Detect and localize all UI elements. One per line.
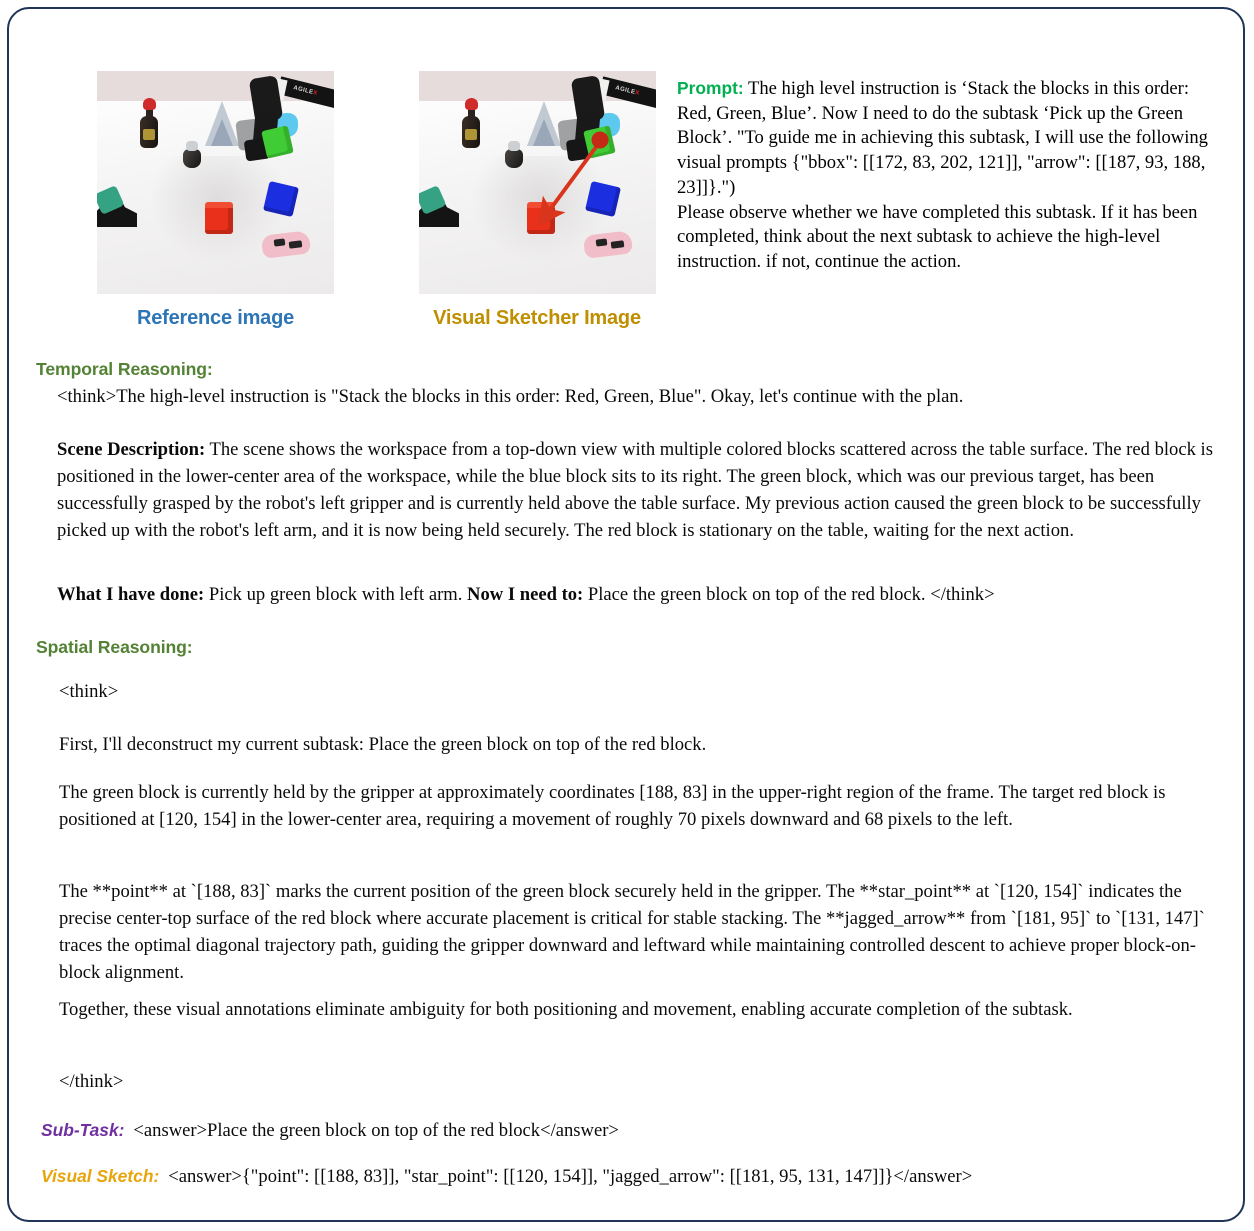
spatial-think-open: <think> — [59, 681, 119, 702]
spatial-paragraph-4: Together, these visual annotations eliminate ambiguity for both positioning and movement, enabling accurate completion of the subtask. — [59, 999, 1073, 1020]
bottle-cap — [143, 98, 156, 110]
spatial-paragraph-3: The **point** at `[188, 83]` marks the current position of the green block securely held in the gripper. The **star_point** at `[120, 154]` indicates the precise center-top surface of the red block where accurate placement is critical for stable stacking. The **jagged_arrow** from `[181, 95]` to `[131, 147]` traces the optimal diagonal trajectory path, guiding the gripper downward and leftward while maintaining controlled descent to achieve proper block-on-block alignment. — [59, 881, 1205, 983]
visual-sketch-label: Visual Sketch: — [41, 1166, 160, 1186]
now-i-need-to-label: Now I need to: — [467, 584, 584, 605]
prompt-body-2: Please observe whether we have completed this subtask. If it has been completed, think about the next subtask to achieve the high-level instruction. if not, continue the action. — [677, 201, 1198, 273]
red-block-top — [205, 202, 233, 208]
wire-pyramid-inner — [211, 119, 233, 146]
what-i-have-done-label: What I have done: — [57, 584, 205, 605]
scene-sketcher — [419, 71, 656, 294]
grasp-point-marker — [592, 132, 609, 149]
prompt-body: The high level instruction is ‘Stack the blocks in this order: Red, Green, Blue’. Now I need to do the subtask ‘Pick up the Green Block’. "To guide me in achieving this subtask, I will use the following visual prompts {"bbox": [[172, 83, 202, 121]], "arrow": [[187, 93, 188, 23]]}.") — [677, 78, 1208, 198]
temporal-think-open: <think>The high-level instruction is "Stack the blocks in this order: Red, Green, Blue". Okay, let's continue with the plan. — [57, 386, 964, 407]
scene-description-paragraph — [57, 437, 1215, 545]
sub-task-value: <answer>Place the green block on top of the red block</answer> — [133, 1120, 619, 1141]
spatial-think-close: </think> — [59, 1071, 124, 1092]
caption-visual-sketcher-image: Visual Sketcher Image — [433, 307, 641, 329]
spatial-paragraph-1: First, I'll deconstruct my current subtask: Place the green block on top of the red block. — [59, 734, 707, 755]
temporal-reasoning-heading: Temporal Reasoning: — [36, 359, 213, 379]
bottle-label — [143, 129, 155, 140]
prompt-label: Prompt — [677, 78, 738, 98]
scene-description-label: Scene Description: — [57, 439, 206, 460]
sub-task-row — [41, 1118, 1211, 1144]
prompt-colon: : — [737, 78, 744, 98]
reference-image — [97, 71, 334, 294]
spatial-reasoning-heading: Spatial Reasoning: — [36, 637, 193, 657]
spatial-paragraph-2: The green block is currently held by the gripper at approximately coordinates [188, 83] in the upper-right region of the frame. The target red block is positioned at [120, 154] in the lower-center area, requiring a movement of roughly 70 pixels downward and 68 pixels to the left. — [59, 782, 1166, 830]
page-frame — [7, 7, 1245, 1222]
caption-reference-image: Reference image — [136, 307, 295, 329]
car-window-front — [274, 238, 286, 246]
what-i-have-done-paragraph — [57, 582, 1215, 609]
agilex-logo-text: AGILEX — [292, 85, 319, 97]
perfume-cap — [186, 141, 198, 151]
perfume-bottle — [183, 149, 201, 168]
visual-sketcher-image — [419, 71, 656, 294]
what-i-have-done-body: Pick up green block with left arm. — [204, 584, 468, 605]
visual-sketch-row — [41, 1164, 1211, 1190]
now-i-need-to-body: Place the green block on top of the red block. </think> — [583, 584, 995, 605]
prompt-block — [677, 77, 1213, 275]
scene-description-body: The scene shows the workspace from a top-down view with multiple colored blocks scattered across the table surface. The red block is positioned in the lower-center area of the workspace, while the blue block sits to its right. The green block, which was our previous target, has been successfully grasped by the robot's left gripper and is currently held above the table surface. My previous action caused the green block to be successfully picked up with the robot's left arm, and it is now being held securely. The red block is stationary on the table, waiting for the next action. — [57, 439, 1213, 541]
sub-task-label: Sub-Task: — [41, 1120, 125, 1140]
agilex-logo-text: AGILEX — [614, 85, 641, 97]
red-block — [205, 204, 233, 234]
sketch-overlay — [419, 71, 656, 294]
visual-sketch-value: <answer>{"point": [[188, 83]], "star_point": [[120, 154]], "jagged_arrow": [[181, 95, 131, 147]]}</answer> — [168, 1166, 973, 1187]
scene-reference — [97, 71, 334, 294]
guidance-arrow — [549, 143, 599, 211]
